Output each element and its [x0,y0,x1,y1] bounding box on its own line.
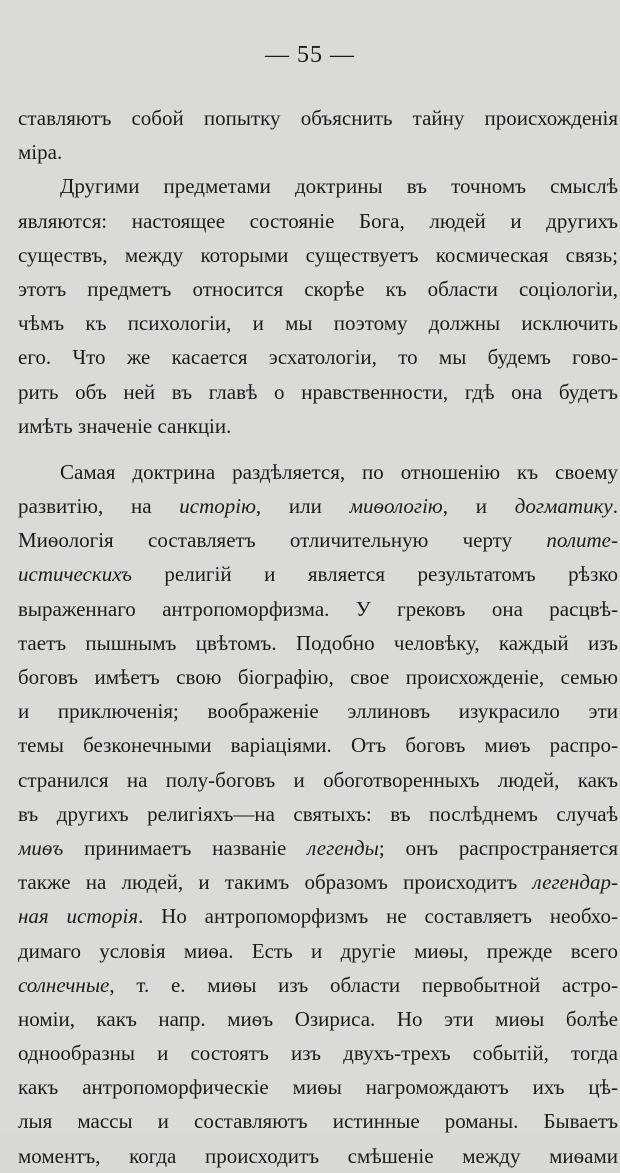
text-run: . [612,494,618,519]
text-run: рить объ ней въ главѣ о нравственности, гдѣ она будетъ [18,379,618,404]
text-run: боговъ имѣетъ свою біографію, свое происхожденіе, семью [18,665,618,689]
text-run: принимаетъ названіе [63,835,308,860]
text-run: моментъ, когда происходитъ смѣшеніе между миѳами [18,1143,618,1168]
text-run: какъ антропоморфическіе миѳы нагромождаютъ ихъ цѣ- [18,1075,618,1100]
text-run: лыя массы и составляютъ истинные романы. Бываетъ [18,1109,618,1134]
text-run: , и [442,494,515,519]
text-line [18,1002,618,1036]
text-line [18,169,618,203]
text-run: міра. [18,140,63,165]
text-line [18,409,618,443]
text-run: ; онъ распространяется [378,835,618,860]
text-run: и приключенія; воображеніе эллиновъ изукрасило эти [18,699,618,724]
italic-run: исторію [179,494,256,519]
text-line [18,489,618,523]
text-run: димаго условія миѳа. Есть и другіе миѳы, прежде всего [18,938,618,963]
text-line [18,728,618,762]
italic-run: миѳъ [18,835,64,860]
text-run: въ другихъ религіяхъ—на святыхъ: въ послѣднемъ случаѣ [18,801,618,826]
italic-run: легенды [307,835,379,860]
text-run: таетъ пышнымъ цвѣтомъ. Подобно человѣку, каждый изъ [18,630,618,655]
text-line [18,204,618,238]
text-line [18,523,618,557]
text-run: имѣть значеніе санкціи. [18,413,232,438]
text-run: выраженнаго антропоморфизма. У грековъ она расцвѣ- [18,596,618,621]
italic-run: легендар- [532,870,618,895]
text-line [18,238,618,272]
text-line [18,626,618,660]
text-run: существъ, между которыми существуетъ космическая связь; [18,242,618,267]
text-line [18,101,618,135]
text-line [18,831,618,865]
text-run: также на людей, и такимъ образомъ происходитъ [18,870,533,895]
text-run: Другими предметами доктрины въ точномъ смыслѣ [60,174,618,199]
text-line [18,375,618,409]
text-line [18,135,618,169]
text-line [18,1036,618,1070]
text-line [18,763,618,797]
text-line [18,455,618,489]
italic-run: солнечные [18,972,110,997]
text-run: , или [255,494,350,519]
text-run: являются: настоящее состояніе Бога, людей и другихъ [18,208,618,233]
text-line [18,797,618,831]
text-line [18,340,618,374]
text-run: его. Что же касается эсхатологіи, то мы будемъ гово- [18,345,618,370]
text-line [18,865,618,899]
text-line [18,1139,618,1173]
text-line [18,968,618,1002]
text-run: ставляютъ собой попытку объяснить тайну происхожденія [18,106,618,130]
text-run: странился на полу-боговъ и обоготворенныхъ людей, какъ [18,767,618,792]
text-run: этотъ предметъ относится скорѣе къ области соціологіи, [18,276,618,301]
text-line [18,694,618,728]
text-line [18,934,618,968]
text-run: , т. е. миѳы изъ области первобытной астро- [109,972,618,997]
italic-run: полите- [546,528,618,553]
text-run: . Но антропоморфизмъ не составляетъ необхо- [138,904,618,929]
italic-run: истическихъ [18,562,132,587]
text-run: развитію, на [18,494,180,519]
text-line [18,306,618,340]
text-run: Самая доктрина раздѣляется, по отношенію къ своему [60,459,618,484]
text-line [18,660,618,694]
text-run: номіи, какъ напр. миѳъ Озириса. Но эти миѳы болѣе [18,1006,618,1031]
text-run: чѣмъ къ психологіи, и мы поэтому должны исключить [18,311,618,336]
body-text [18,101,618,1173]
text-line [18,1070,618,1104]
italic-run: догматику [514,494,613,519]
text-line [18,1104,618,1138]
text-line [18,557,618,591]
text-run: Миѳологія составляетъ отличительную черту [18,528,547,553]
text-run: однообразны и состоятъ изъ двухъ-трехъ событій, тогда [18,1041,618,1066]
italic-run: ная исторія [18,904,139,929]
text-line [18,272,618,306]
text-line [18,592,618,626]
italic-run: миѳологію [349,494,443,519]
text-run: темы безконечными варіаціями. Отъ боговъ миѳъ распро- [18,733,618,758]
page-number: — 55 — [265,42,355,68]
text-line [18,899,618,933]
text-run: религій и является результатомъ рѣзко [131,562,618,587]
